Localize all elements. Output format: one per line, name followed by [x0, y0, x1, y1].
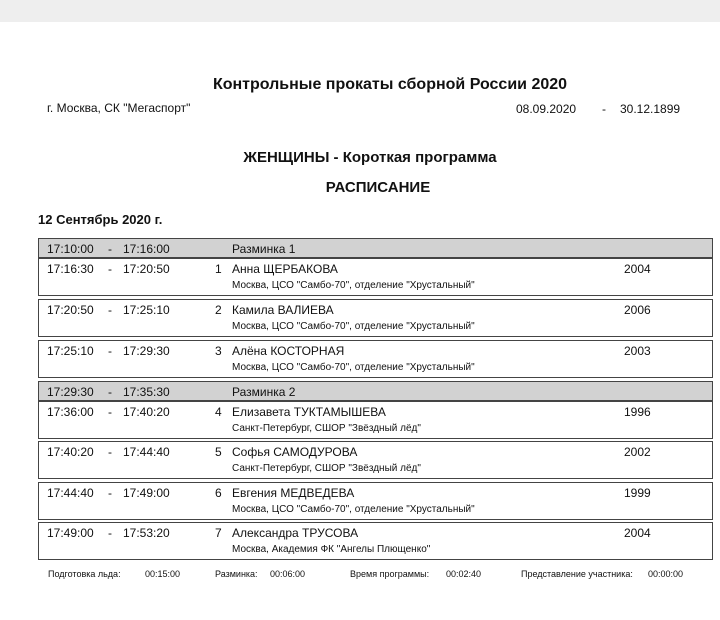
- document-title: Контрольные прокаты сборной России 2020: [212, 76, 568, 93]
- birth-year: 1996: [624, 405, 651, 419]
- start-date: 08.09.2020: [516, 102, 577, 116]
- start-time: 17:16:30: [47, 262, 94, 276]
- program-time-label: Время программы:: [350, 569, 430, 579]
- skater-name: Алёна КОСТОРНАЯ: [232, 344, 345, 358]
- end-time: 17:49:00: [123, 486, 170, 500]
- program-time-value: 00:02:40: [446, 569, 482, 579]
- end-time: 17:16:00: [123, 242, 170, 256]
- start-time: 17:20:50: [47, 303, 94, 317]
- start-time: 17:10:00: [47, 242, 94, 256]
- time-separator: -: [108, 445, 112, 459]
- skater-row: [38, 340, 713, 378]
- ice-prep-value: 00:15:00: [145, 569, 181, 579]
- skater-name: Елизавета ТУКТАМЫШЕВА: [232, 405, 386, 419]
- time-separator: -: [108, 242, 112, 256]
- warmup-row: [38, 238, 713, 258]
- start-time: 17:44:40: [47, 486, 94, 500]
- time-separator: -: [108, 262, 112, 276]
- start-number: 6: [215, 486, 222, 500]
- birth-year: 2004: [624, 262, 651, 276]
- time-separator: -: [108, 486, 112, 500]
- skater-name: Евгения МЕДВЕДЕВА: [232, 486, 355, 500]
- start-time: 17:36:00: [47, 405, 94, 419]
- birth-year: 2003: [624, 344, 651, 358]
- skater-club: Санкт-Петербург, СШОР "Звёздный лёд": [232, 463, 421, 474]
- end-date: 30.12.1899: [620, 102, 681, 116]
- start-number: 7: [215, 526, 222, 540]
- warmup-time-label: Разминка:: [215, 569, 258, 579]
- skater-row: [38, 258, 713, 296]
- skater-club: Москва, ЦСО "Самбо-70", отделение "Хрустальный": [232, 504, 475, 515]
- end-time: 17:20:50: [123, 262, 170, 276]
- skater-row: [38, 482, 713, 520]
- start-number: 3: [215, 344, 222, 358]
- schedule-heading: РАСПИСАНИЕ: [325, 179, 431, 196]
- skater-name: Анна ЩЕРБАКОВА: [232, 262, 338, 276]
- time-separator: -: [108, 303, 112, 317]
- event-subtitle: ЖЕНЩИНЫ - Короткая программа: [243, 149, 497, 166]
- date-separator: -: [602, 102, 606, 116]
- end-time: 17:35:30: [123, 385, 170, 399]
- skater-club: Санкт-Петербург, СШОР "Звёздный лёд": [232, 423, 421, 434]
- start-time: 17:40:20: [47, 445, 94, 459]
- start-time: 17:29:30: [47, 385, 94, 399]
- skater-club: Москва, ЦСО "Самбо-70", отделение "Хрустальный": [232, 321, 475, 332]
- birth-year: 1999: [624, 486, 651, 500]
- time-separator: -: [108, 526, 112, 540]
- end-time: 17:25:10: [123, 303, 170, 317]
- time-separator: -: [108, 344, 112, 358]
- warmup-label: Разминка 1: [232, 242, 296, 256]
- skater-row: [38, 441, 713, 479]
- end-time: 17:44:40: [123, 445, 170, 459]
- skater-club: Москва, ЦСО "Самбо-70", отделение "Хрустальный": [232, 280, 475, 291]
- skater-name: Камила ВАЛИЕВА: [232, 303, 334, 317]
- time-separator: -: [108, 405, 112, 419]
- intro-time-label: Представление участника:: [521, 569, 633, 579]
- event-location: г. Москва, СК "Мегаспорт": [47, 101, 191, 115]
- time-separator: -: [108, 385, 112, 399]
- skater-name: Софья САМОДУРОВА: [232, 445, 358, 459]
- skater-row: [38, 522, 713, 560]
- birth-year: 2004: [624, 526, 651, 540]
- event-day: 12 Сентябрь 2020 г.: [38, 212, 163, 227]
- skater-row: [38, 299, 713, 337]
- start-number: 1: [215, 262, 222, 276]
- birth-year: 2006: [624, 303, 651, 317]
- skater-row: [38, 401, 713, 439]
- warmup-row: [38, 381, 713, 401]
- intro-time-value: 00:00:00: [648, 569, 684, 579]
- warmup-label: Разминка 2: [232, 385, 296, 399]
- start-time: 17:49:00: [47, 526, 94, 540]
- ice-prep-label: Подготовка льда:: [48, 569, 121, 579]
- end-time: 17:53:20: [123, 526, 170, 540]
- start-time: 17:25:10: [47, 344, 94, 358]
- skater-name: Александра ТРУСОВА: [232, 526, 359, 540]
- top-bar: [0, 0, 720, 22]
- warmup-time-value: 00:06:00: [270, 569, 306, 579]
- start-number: 2: [215, 303, 222, 317]
- end-time: 17:29:30: [123, 344, 170, 358]
- start-number: 4: [215, 405, 222, 419]
- skater-club: Москва, Академия ФК "Ангелы Плющенко": [232, 544, 431, 555]
- skater-club: Москва, ЦСО "Самбо-70", отделение "Хрустальный": [232, 362, 475, 373]
- start-number: 5: [215, 445, 222, 459]
- birth-year: 2002: [624, 445, 651, 459]
- end-time: 17:40:20: [123, 405, 170, 419]
